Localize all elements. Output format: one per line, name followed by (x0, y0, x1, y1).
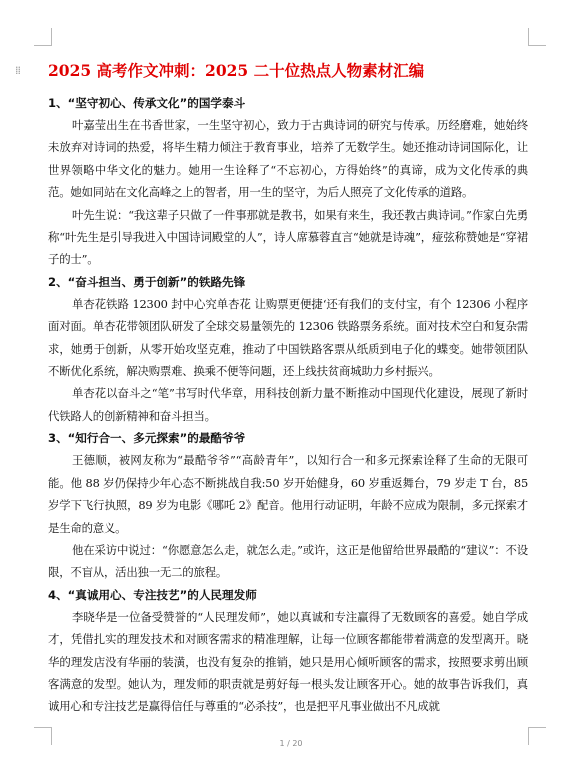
section-heading: 4、“真诚用心、专注技艺”的人民理发师 (48, 587, 257, 602)
section-1 (48, 92, 528, 271)
crop-mark (528, 28, 529, 46)
crop-mark (51, 28, 52, 46)
section-heading: 2、“奋斗担当、勇于创新”的铁路先锋 (48, 274, 246, 289)
paragraph: 王德顺，被网友称为“最酷爷爷”“高龄青年”，以知行合一和多元探索诠释了生命的无限可能。他 88 岁仍保持少年心态不断挑战自我:50 岁开始健身，60 岁重返舞台，79 岁走 T 台，85 岁学下飞行执照，89 岁为电影《哪吒 2》配音。他用行动证明，年龄不应成为限制，多元探索才是生命的意义。 (48, 453, 528, 535)
section-heading: 1、“坚守初心、传承文化”的国学泰斗 (48, 96, 246, 110)
paragraph: 叶先生说：“我这辈子只做了一件事那就是教书，如果有来生，我还教古典诗词。”作家白先勇称“叶先生是引导我进入中国诗词殿堂的人”，诗人席慕蓉直言“她就是诗魂”，痖弦称赞她是“穿裙子的士”。 (48, 207, 528, 267)
section-2 (48, 271, 528, 427)
paragraph: 叶嘉莹出生在书香世家，一生坚守初心，致力于古典诗词的研究与传承。历经磨难，她始终未放弃对诗词的热爱，将毕生精力倾注于教育事业，培养了无数学生。她还推动诗词国际化，让世界领略中华文化的魅力。她用一生诠释了“不忘初心，方得始终”的真谛，成为文化传承的典范。她如同站在文化高峰之上的智者，用一生的坚守，为后人照亮了文化传承的道路。 (48, 118, 528, 200)
paragraph: 单杏花以奋斗之“笔”书写时代华章，用科技创新力量不断推动中国现代化建设，展现了新时代铁路人的创新精神和奋斗担当。 (48, 386, 528, 423)
section-4 (48, 584, 528, 718)
document-body (48, 60, 528, 718)
paragraph: 他在采访中说过：“你愿意怎么走，就怎么走。”或许，这正是他留给世界最酷的“建议”：不设限，不盲从，活出独一无二的旅程。 (48, 542, 528, 580)
section-3 (48, 427, 528, 583)
paragraph: 李晓华是一位备受赞誉的“人民理发师”，她以真诚和专注赢得了无数顾客的喜爱。她自学成才，凭借扎实的理发技术和对顾客需求的精准理解，让每一位顾客都能带着满意的发型离开。晓华的理发店没有华丽的装潢，也没有复杂的推销，她只是用心倾听顾客的需求，按照要求剪出顾客满意的发型。她认为，理发师的职责就是剪好每一根头发让顾客开心。她的故事告诉我们，真诚用心和专注技艺是赢得信任与尊重的“必杀技”，也是把平凡事业做出不凡成就 (48, 609, 528, 714)
crop-mark (34, 45, 52, 46)
drag-handle-icon[interactable]: ⁞⁞ (15, 64, 20, 77)
paragraph: 单杏花铁路 12300 封中心究单杏花 让购票更便捷‘还有我们的支付宝，有个 12306 小程序 面对面。单杏花带领团队研发了全球交易量领先的 12306 铁路票务系统。面对技术空白和复杂需求，她勇于创新，从零开始攻坚克难，推动了中国铁路客票从纸质到电子化的蝶变。她带领团队不断优化系统，解决购票难、换乘不便等问题，还上线扶贫商城助力乡村振兴。 (48, 296, 528, 379)
crop-mark (528, 45, 546, 46)
document-title: 2025 高考作文冲刺：2025 二十位热点人物素材汇编 (48, 61, 425, 80)
crop-mark (34, 727, 52, 728)
section-heading: 3、“知行合一、多元探索”的最酷爷爷 (48, 431, 246, 446)
page-indicator: 1 / 20 (279, 739, 303, 748)
crop-mark (528, 727, 546, 728)
